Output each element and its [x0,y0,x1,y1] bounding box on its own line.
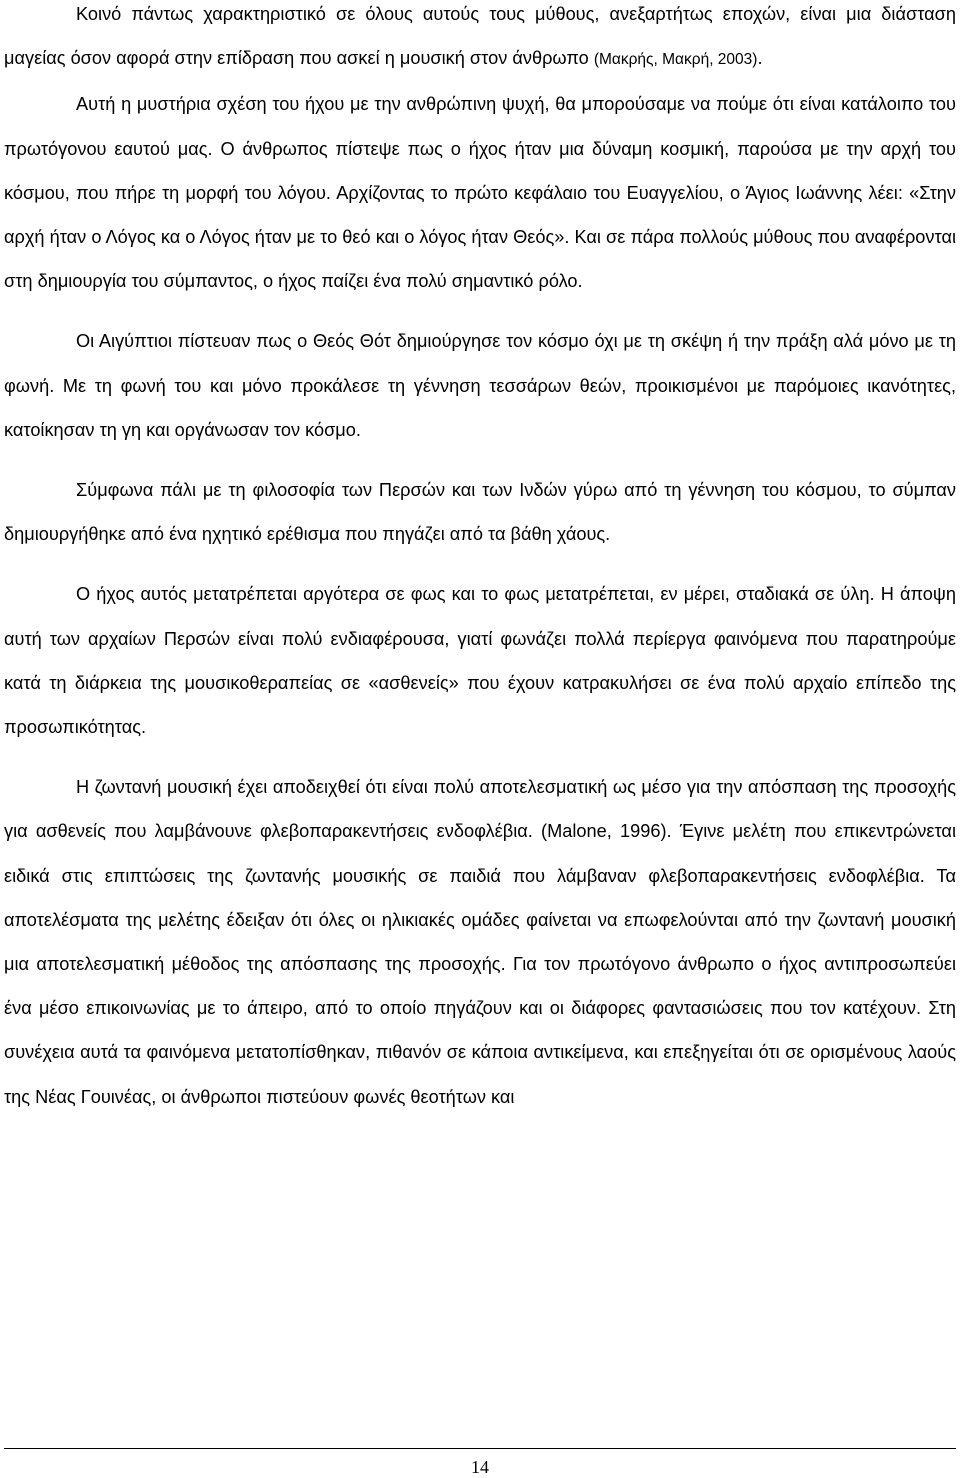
paragraph-4: Σύμφωνα πάλι με τη φιλοσοφία των Περσών και των Ινδών γύρω από τη γέννηση του κόσμου, το σύμπαν δημιουργήθηκε από ένα ηχητικό ερέθισμα που πηγάζει από τα βάθη χάους. [4,480,956,545]
paragraph-3: Οι Αιγύπτιοι πίστευαν πως ο Θεός Θότ δημιούργησε τον κόσμο όχι με τη σκέψη ή την πράξη αλά μόνο με τη φωνή. Με τη φωνή του και μόνο προκάλεσε τη γέννηση τεσσάρων θεών, προικισμένοι με παρόμοιες ικανότητες, κατοίκησαν τη γη και οργάνωσαν τον κόσμο. [4,331,956,440]
paragraph-1 [4,0,956,82]
paragraph-5: Ο ήχος αυτός μετατρέπεται αργότερα σε φως και το φως μετατρέπεται, εν μέρει, σταδιακά σε ύλη. Η άποψη αυτή των αρχαίων Περσών είναι πολύ ενδιαφέρουσα, γιατί φωνάζει πολλά περίεργα φαινόμενα που παρατηρούμε κατά τη διάρκεια της μουσικοθεραπείας σε «ασθενείς» που έχουν κατρακυλήσει σε ένα πολύ αρχαίο επίπεδο της προσωπικότητας. [4,584,956,738]
paragraph-1-text: Κοινό πάντως χαρακτηριστικό σε όλους αυτούς τους μύθους, ανεξαρτήτως εποχών, είναι μια διάσταση μαγείας όσον αφορά στην επίδραση που ασκεί η μουσική στον άνθρωπο [4,4,956,69]
page-number: 14 [471,1457,489,1477]
citation-makris: (Μακρής, Μακρή, 2003) [593,51,758,69]
paragraph-1-end: . [757,48,763,69]
paragraph-6: Η ζωντανή μουσική έχει αποδειχθεί ότι είναι πολύ αποτελεσματική ως μέσο για την απόσπαση της προσοχής για ασθενείς που λαμβάνουνε φλεβοπαρακεντήσεις ενδοφλέβια. (Malone, 1996). Έγινε μελέτη που επικεντρώνεται ειδικά στις επιπτώσεις της ζωντανής μουσικής σε παιδιά που λάμβαναν φλεβοπαρακεντήσεις ενδοφλέβια. Τα αποτελέσματα της μελέτης έδειξαν ότι όλες οι ηλικιακές ομάδες φαίνεται να επωφελούνται από την ζωντανή μουσική μια αποτελεσματική μέθοδος της απόσπασης της προσοχής. Για τον πρωτόγονο άνθρωπο ο ήχος αντιπροσωπεύει ένα μέσο επικοινωνίας με το άπειρο, από το οποίο πηγάζουν και οι διάφορες φαντασιώσεις που τον κατέχουν. Στη συνέχεια αυτά τα φαινόμενα μετατοπίσθηκαν, πιθανόν σε κάποια αντικείμενα, και επεξηγείται ότι σε ορισμένους λαούς της Νέας Γουινέας, οι άνθρωποι πιστεύουν φωνές θεοτήτων και [4,777,956,1107]
document-page [4,0,956,1119]
footer-divider [4,1448,956,1449]
paragraph-2: Αυτή η μυστήρια σχέση του ήχου με την ανθρώπινη ψυχή, θα μπορούσαμε να πούμε ότι είναι κατάλοιπο του πρωτόγονου εαυτού μας. Ο άνθρωπος πίστεψε πως ο ήχος ήταν μια δύναμη κοσμική, παρούσα με την αρχή του κόσμου, που πήρε τη μορφή του λόγου. Αρχίζοντας το πρώτο κεφάλαιο του Ευαγγελίου, ο Άγιος Ιωάννης λέει: «Στην αρχή ήταν ο Λόγος κα ο Λόγος ήταν με το θεό και ο λόγος ήταν Θεός». Και σε πάρα πολλούς μύθους που αναφέρονται στη δημιουργία του σύμπαντος, ο ήχος παίζει ένα πολύ σημαντικό ρόλο. [4,94,956,292]
